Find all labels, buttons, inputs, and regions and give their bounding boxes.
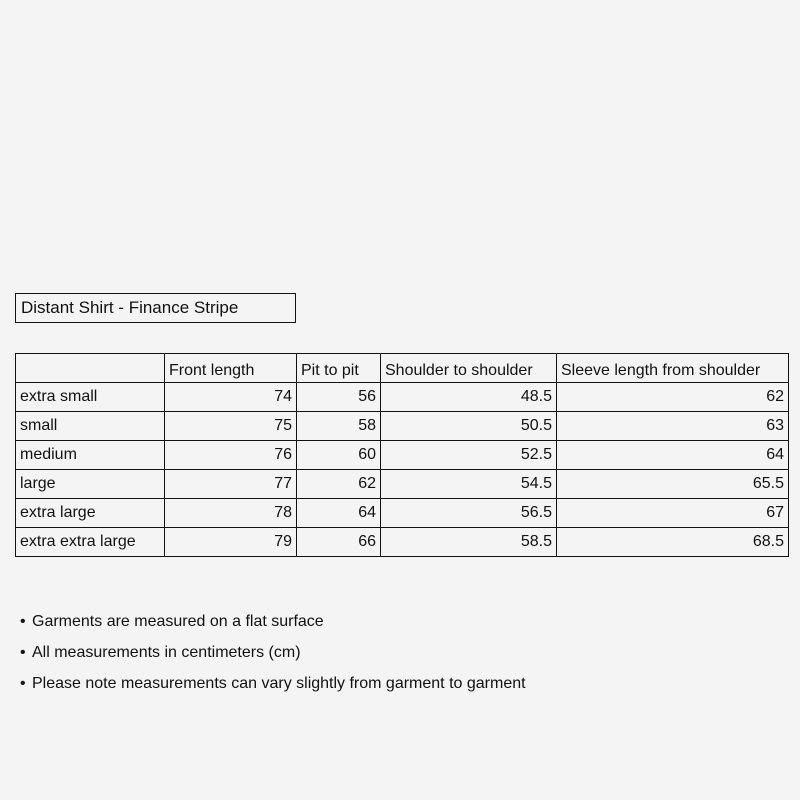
shoulder-value: 50.5 (381, 412, 557, 441)
sleeve-value: 68.5 (557, 528, 789, 557)
shoulder-value: 52.5 (381, 441, 557, 470)
shoulder-value: 54.5 (381, 470, 557, 499)
table-row (16, 441, 789, 470)
bullet-icon: • (20, 675, 26, 692)
pit-to-pit-value: 56 (297, 383, 381, 412)
note-text: All measurements in centimeters (cm) (32, 644, 301, 661)
size-label: extra small (16, 383, 165, 412)
pit-to-pit-value: 62 (297, 470, 381, 499)
table-row (16, 528, 789, 557)
size-label: large (16, 470, 165, 499)
pit-to-pit-value: 58 (297, 412, 381, 441)
bullet-icon: • (20, 613, 26, 630)
size-label: medium (16, 441, 165, 470)
table-row (16, 499, 789, 528)
front-length-value: 78 (165, 499, 297, 528)
bullet-icon: • (20, 644, 26, 661)
front-length-value: 75 (165, 412, 297, 441)
list-item (20, 641, 526, 672)
size-chart-table (15, 353, 789, 557)
shoulder-value: 58.5 (381, 528, 557, 557)
shoulder-value: 56.5 (381, 499, 557, 528)
front-length-value: 74 (165, 383, 297, 412)
note-text: Please note measurements can vary slightly from garment to garment (32, 675, 526, 692)
table-header-row (16, 354, 789, 383)
table-row (16, 412, 789, 441)
table-row (16, 383, 789, 412)
pit-to-pit-value: 66 (297, 528, 381, 557)
size-label: extra extra large (16, 528, 165, 557)
measurement-notes (20, 610, 526, 703)
sleeve-value: 63 (557, 412, 789, 441)
table-row (16, 470, 789, 499)
header-front-length: Front length (165, 354, 297, 383)
note-text: Garments are measured on a flat surface (32, 613, 324, 630)
list-item (20, 610, 526, 641)
size-label: extra large (16, 499, 165, 528)
shoulder-value: 48.5 (381, 383, 557, 412)
header-size-cell (16, 354, 165, 383)
sleeve-value: 62 (557, 383, 789, 412)
sleeve-value: 65.5 (557, 470, 789, 499)
header-pit-to-pit: Pit to pit (297, 354, 381, 383)
sleeve-value: 67 (557, 499, 789, 528)
sleeve-value: 64 (557, 441, 789, 470)
size-label: small (16, 412, 165, 441)
header-shoulder-to-shoulder: Shoulder to shoulder (381, 354, 557, 383)
pit-to-pit-value: 64 (297, 499, 381, 528)
front-length-value: 77 (165, 470, 297, 499)
list-item (20, 672, 526, 703)
header-sleeve-length: Sleeve length from shoulder (557, 354, 789, 383)
front-length-value: 79 (165, 528, 297, 557)
pit-to-pit-value: 60 (297, 441, 381, 470)
product-title: Distant Shirt - Finance Stripe (15, 293, 296, 323)
front-length-value: 76 (165, 441, 297, 470)
